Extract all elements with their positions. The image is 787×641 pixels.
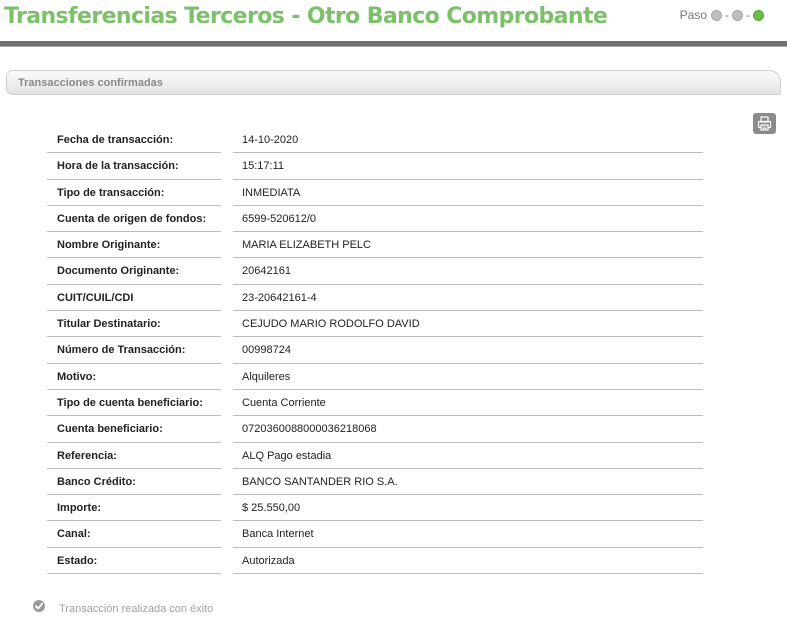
title-divider (0, 41, 787, 47)
field-value: Autorizada (242, 554, 295, 567)
field-value: 00998724 (242, 344, 291, 357)
table-row (47, 153, 703, 179)
table-row (47, 548, 703, 574)
step-3-dot-icon (753, 10, 764, 21)
step-separator: - (746, 8, 750, 22)
field-label: Hora de la transacción: (57, 160, 179, 173)
row-divider (233, 573, 703, 574)
table-row (47, 495, 703, 521)
table-row (47, 206, 703, 232)
table-row (47, 521, 703, 547)
table-row (47, 258, 703, 284)
printer-icon (757, 116, 772, 131)
field-label: Estado: (57, 554, 98, 567)
field-label: Motivo: (57, 370, 97, 383)
field-value: 6599-520612/0 (242, 212, 317, 225)
field-value: ALQ Pago estadia (242, 449, 332, 462)
field-label: Canal: (57, 528, 91, 541)
field-label: Tipo de cuenta beneficiario: (57, 396, 203, 409)
field-value: 23-20642161-4 (242, 291, 317, 304)
field-label: Titular Destinatario: (57, 318, 161, 331)
table-row (47, 337, 703, 363)
field-value: 15:17:11 (242, 160, 285, 173)
step-indicator (680, 8, 765, 22)
print-button[interactable] (753, 113, 776, 134)
field-value: 14-10-2020 (242, 134, 299, 146)
field-label: CUIT/CUIL/CDI (57, 291, 134, 304)
field-label: Cuenta beneficiario: (57, 423, 163, 436)
field-label: Número de Transacción: (57, 344, 186, 357)
table-row (47, 416, 703, 442)
field-label: Documento Originante: (57, 265, 180, 278)
row-divider (47, 573, 221, 574)
table-row (47, 364, 703, 390)
section-title: Transacciones confirmadas (18, 77, 163, 89)
field-label: Cuenta de origen de fondos: (57, 212, 207, 225)
step-separator: - (725, 8, 729, 22)
step-2-dot-icon (732, 10, 743, 21)
table-row (47, 232, 703, 258)
field-value: 20642161 (242, 265, 291, 278)
table-row (47, 390, 703, 416)
field-value: MARIA ELIZABETH PELC (242, 239, 371, 252)
table-row (47, 127, 703, 153)
field-label: Fecha de transacción: (57, 134, 174, 146)
page-title: Transferencias Terceros - Otro Banco Comprobante (4, 4, 608, 29)
table-row (47, 443, 703, 469)
field-value: CEJUDO MARIO RODOLFO DAVID (242, 318, 420, 331)
field-label: Banco Crédito: (57, 475, 136, 488)
section-header (6, 70, 781, 95)
field-value: Cuenta Corriente (242, 396, 326, 409)
step-1-dot-icon (711, 10, 722, 21)
field-value: 0720360088000036218068 (242, 423, 377, 436)
success-message: Transacción realizada con éxito (59, 603, 214, 615)
table-row (47, 180, 703, 206)
field-value: BANCO SANTANDER RIO S.A. (242, 475, 398, 488)
table-row (47, 311, 703, 337)
check-circle-icon (32, 599, 46, 613)
field-label: Referencia: (57, 449, 117, 462)
table-row (47, 285, 703, 311)
field-label: Tipo de transacción: (57, 186, 165, 199)
transaction-details-table (47, 127, 703, 574)
field-value: Alquileres (242, 370, 291, 383)
table-row (47, 469, 703, 495)
field-value: $ 25.550,00 (242, 502, 301, 515)
field-label: Importe: (57, 502, 101, 515)
field-value: INMEDIATA (242, 186, 301, 199)
step-label: Paso (679, 8, 707, 22)
field-value: Banca Internet (242, 528, 314, 541)
field-label: Nombre Originante: (57, 239, 161, 252)
